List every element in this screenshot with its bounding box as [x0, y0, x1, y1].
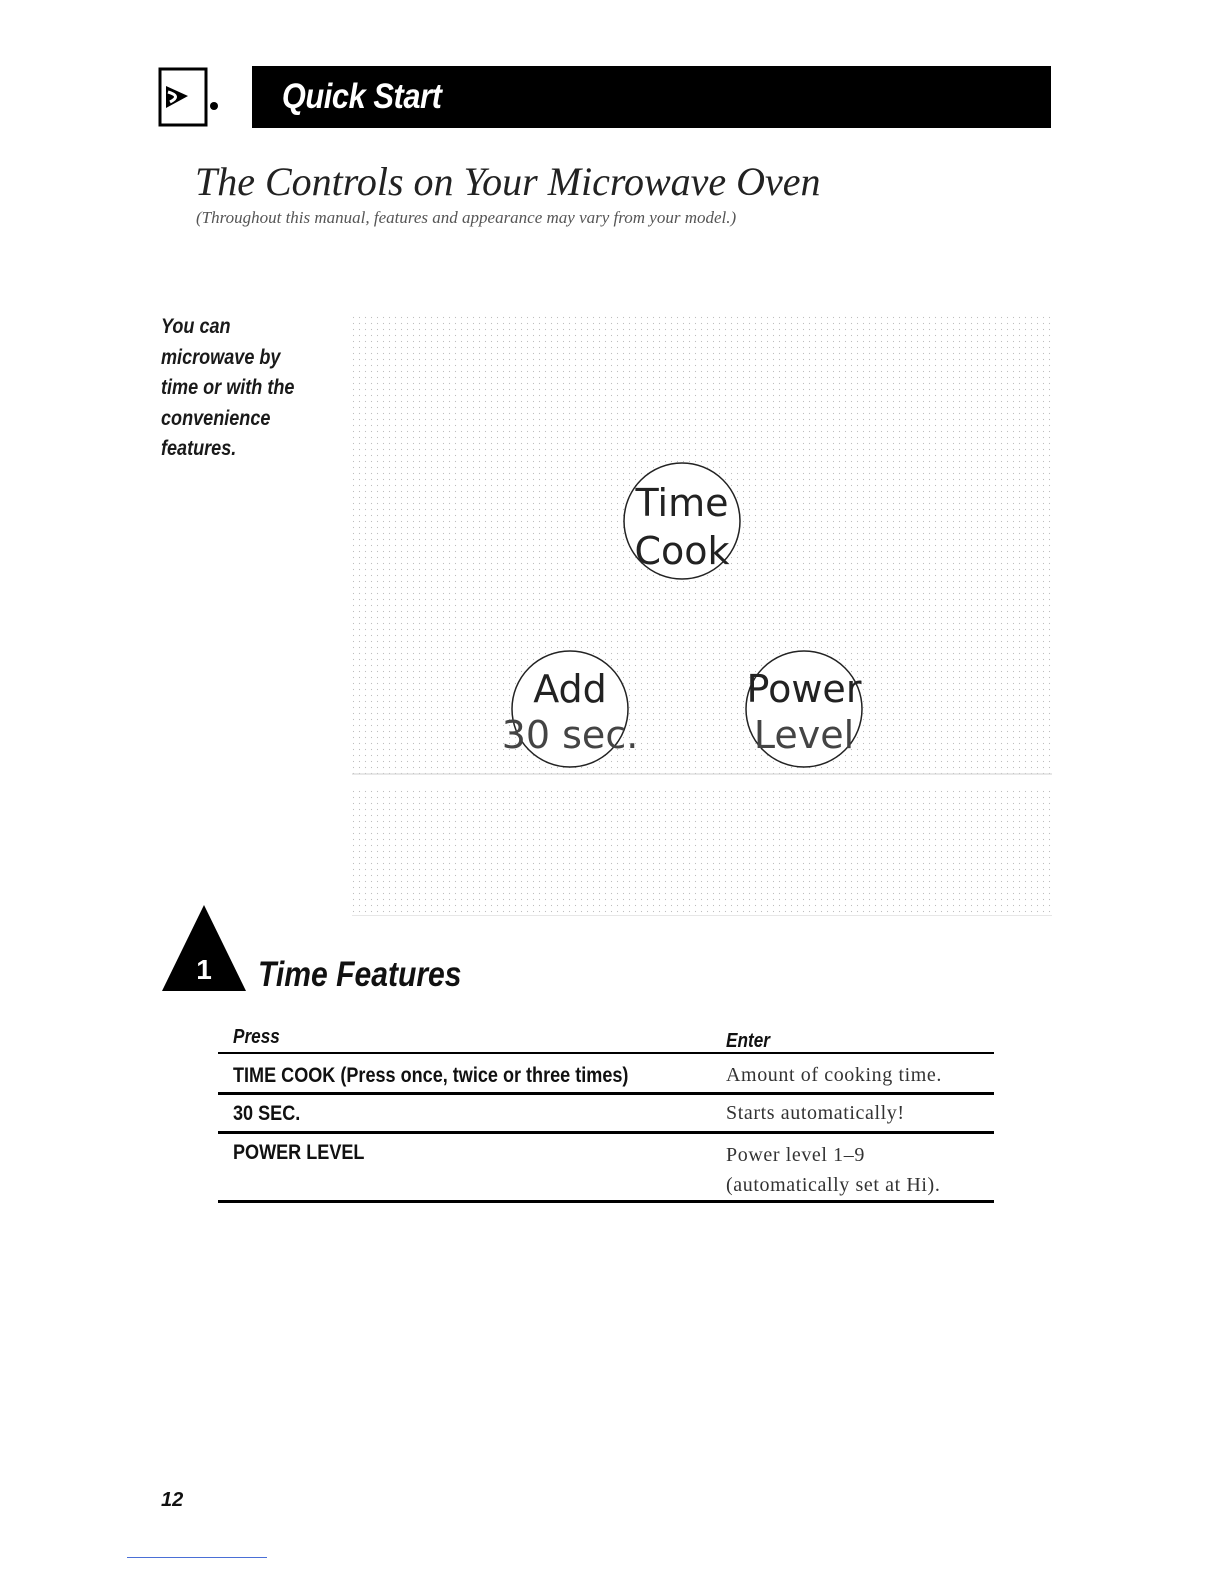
manual-page-icon [158, 66, 218, 128]
table-row [218, 1134, 994, 1203]
power-level-line2: Level [753, 713, 855, 757]
enter-cell-line1: Power level 1–9 [726, 1144, 865, 1166]
power-level-button [746, 651, 862, 767]
step-badge-number: 1 [196, 954, 212, 985]
table-row [218, 1095, 994, 1134]
page-number: 12 [161, 1489, 184, 1511]
time-cook-line2: Cook [634, 529, 730, 573]
footer-rule [127, 1557, 267, 1558]
control-panel-illustration [352, 316, 1052, 916]
add-30-sec-line2: 30 sec. [501, 713, 639, 757]
press-cell: 30 SEC. [233, 1102, 301, 1125]
page-title: The Controls on Your Microwave Oven [195, 159, 821, 204]
enter-column-header: Enter [726, 1030, 770, 1052]
enter-cell: Amount of cooking time. [726, 1064, 942, 1086]
add-30-sec-line1: Add [533, 667, 607, 711]
press-cell: TIME COOK (Press once, twice or three times) [233, 1064, 629, 1087]
table-header-row [218, 1022, 994, 1054]
section-heading: Time Features [258, 955, 462, 994]
press-cell: POWER LEVEL [233, 1141, 365, 1164]
press-column-header: Press [233, 1026, 280, 1048]
side-note: You can microwave by time or with the convenience features. [161, 315, 295, 460]
header-title: Quick Start [281, 77, 442, 116]
table-row [218, 1054, 994, 1095]
enter-cell-line2: (automatically set at Hi). [726, 1174, 941, 1196]
time-cook-button [624, 463, 740, 579]
enter-cell: Starts automatically! [726, 1102, 905, 1124]
time-cook-line1: Time [635, 481, 729, 525]
power-level-line1: Power [746, 667, 862, 711]
page-subtitle: (Throughout this manual, features and appearance may vary from your model.) [196, 208, 737, 227]
header-bar [252, 66, 1051, 128]
time-features-table [218, 1022, 994, 1203]
step-badge-icon [158, 903, 250, 993]
